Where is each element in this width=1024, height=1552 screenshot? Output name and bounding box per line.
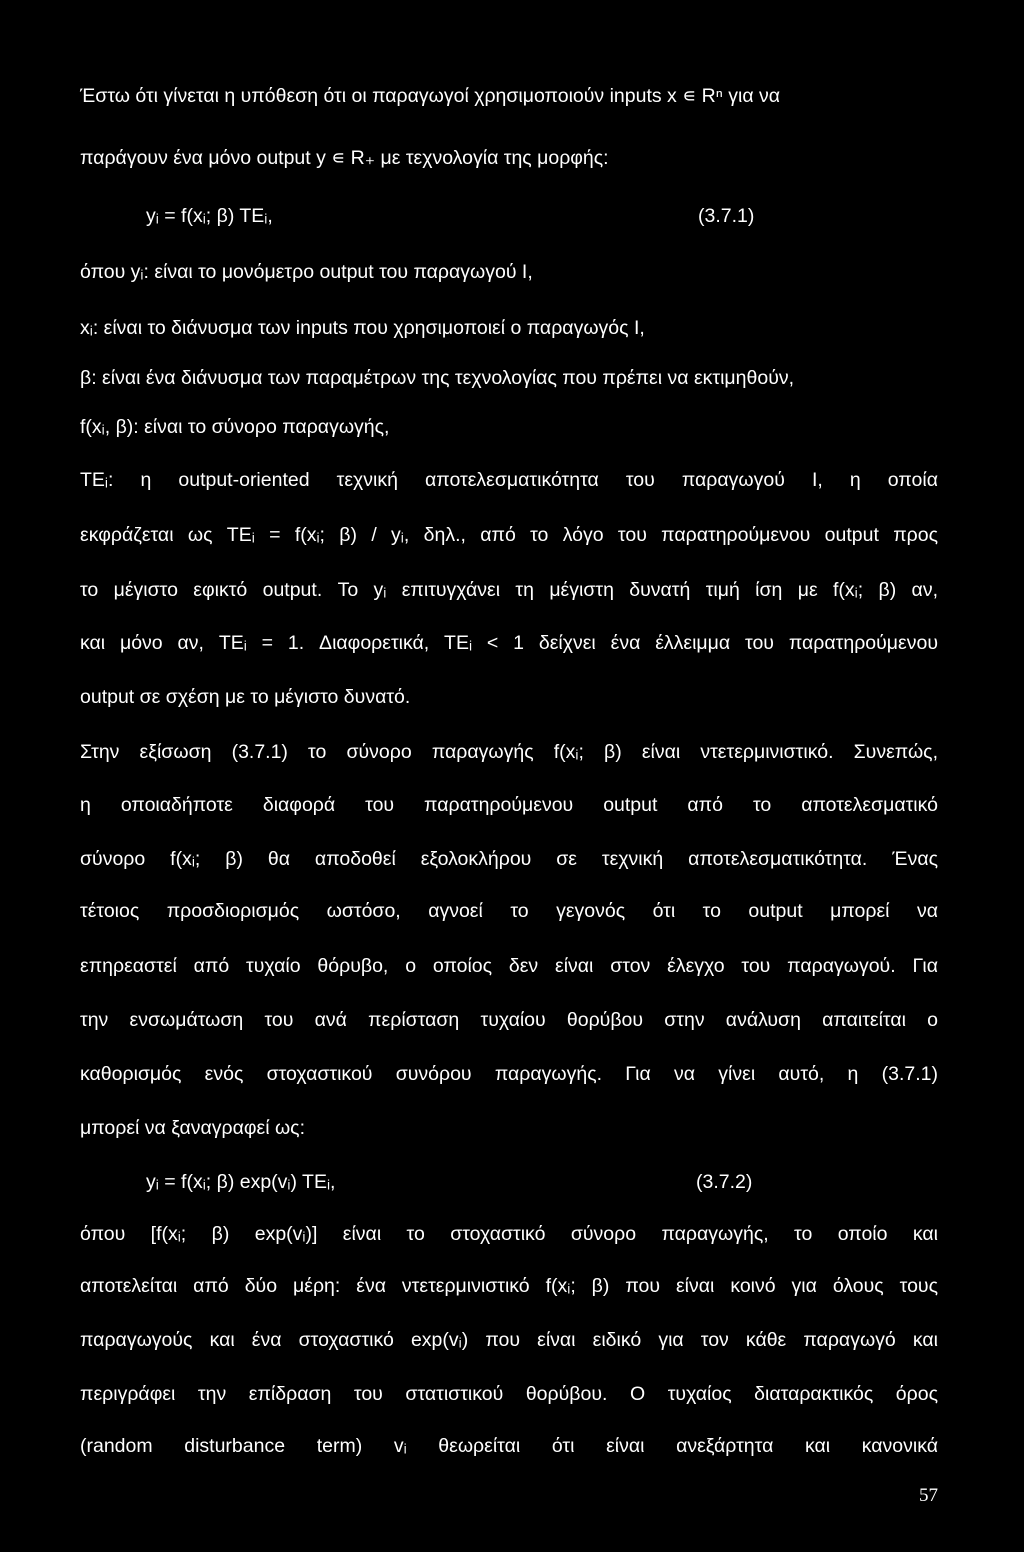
text-line-8: εκφράζεται ως TEᵢ = f(xᵢ; β) / yᵢ, δηλ., από το λόγο του παρατηρούμενου output προς: [80, 524, 938, 546]
text-line-1: Έστω ότι γίνεται η υπόθεση ότι οι παραγωγοί χρησιμοποιούν inputs x ∊ Rⁿ για να: [80, 85, 781, 107]
text-line-22: παραγωγούς και ένα στοχαστικό exp(vᵢ) που είναι ειδικό για τον κάθε παραγωγό και: [80, 1329, 938, 1351]
text-line-20: όπου [f(xᵢ; β) exp(vᵢ)] είναι το στοχαστικό σύνορο παραγωγής, το οποίο και: [80, 1223, 938, 1245]
page-number: 57: [919, 1485, 938, 1506]
text-line-9: το μέγιστο εφικτό output. Το yᵢ επιτυγχάνει τη μέγιστη δυνατή τιμή ίση με f(xᵢ; β) αν,: [80, 579, 938, 601]
equation-number-3-7-1: (3.7.1): [698, 205, 755, 227]
text-line-10: και μόνο αν, TEᵢ = 1. Διαφορετικά, TEᵢ < 1 δείχνει ένα έλλειμμα του παρατηρούμενου: [80, 632, 938, 654]
text-line-23: περιγράφει την επίδραση του στατιστικού θορύβου. Ο τυχαίος διαταρακτικός όρος: [80, 1383, 938, 1405]
text-line-13: η οποιαδήποτε διαφορά του παρατηρούμενου output από το αποτελεσματικό: [80, 794, 938, 816]
text-line-6: f(xᵢ, β): είναι το σύνορο παραγωγής,: [80, 416, 390, 438]
text-line-3: όπου yᵢ: είναι το μονόμετρο output του παραγωγού I,: [80, 261, 533, 283]
text-line-4: xᵢ: είναι το διάνυσμα των inputs που χρησιμοποιεί ο παραγωγός I,: [80, 317, 645, 339]
text-line-7: TEᵢ: η output-oriented τεχνική αποτελεσματικότητα του παραγωγού I, η οποία: [80, 469, 938, 491]
text-line-18: καθορισμός ενός στοχαστικού συνόρου παραγωγής. Για να γίνει αυτό, η (3.7.1): [80, 1063, 938, 1085]
text-line-21: αποτελείται από δύο μέρη: ένα ντετερμινιστικό f(xᵢ; β) που είναι κοινό για όλους τους: [80, 1275, 938, 1297]
text-line-5: β: είναι ένα διάνυσμα των παραμέτρων της τεχνολογίας που πρέπει να εκτιμηθούν,: [80, 367, 795, 389]
equation-number-3-7-2: (3.7.2): [696, 1171, 753, 1193]
text-line-15: τέτοιος προσδιορισμός ωστόσο, αγνοεί το γεγονός ότι το output μπορεί να: [80, 900, 938, 922]
equation-3-7-1: yᵢ = f(xᵢ; β) TEᵢ,: [146, 205, 273, 227]
text-line-11: output σε σχέση με το μέγιστο δυνατό.: [80, 686, 411, 708]
text-line-2: παράγουν ένα μόνο output y ∊ R₊ με τεχνολογία της μορφής:: [80, 147, 609, 169]
text-line-16: επηρεαστεί από τυχαίο θόρυβο, ο οποίος δεν είναι στον έλεγχο του παραγωγού. Για: [80, 955, 938, 977]
text-line-12: Στην εξίσωση (3.7.1) το σύνορο παραγωγής f(xᵢ; β) είναι ντετερμινιστικό. Συνεπώς,: [80, 741, 938, 763]
text-line-24: (random disturbance term) vᵢ θεωρείται ότι είναι ανεξάρτητα και κανονικά: [80, 1435, 938, 1457]
text-line-19: μπορεί να ξαναγραφεί ως:: [80, 1117, 305, 1139]
equation-3-7-2: yᵢ = f(xᵢ; β) exp(vᵢ) TEᵢ,: [146, 1171, 336, 1193]
text-line-17: την ενσωμάτωση του ανά περίσταση τυχαίου θορύβου στην ανάλυση απαιτείται ο: [80, 1009, 938, 1031]
text-line-14: σύνορο f(xᵢ; β) θα αποδοθεί εξολοκλήρου σε τεχνική αποτελεσματικότητα. Ένας: [80, 848, 938, 870]
